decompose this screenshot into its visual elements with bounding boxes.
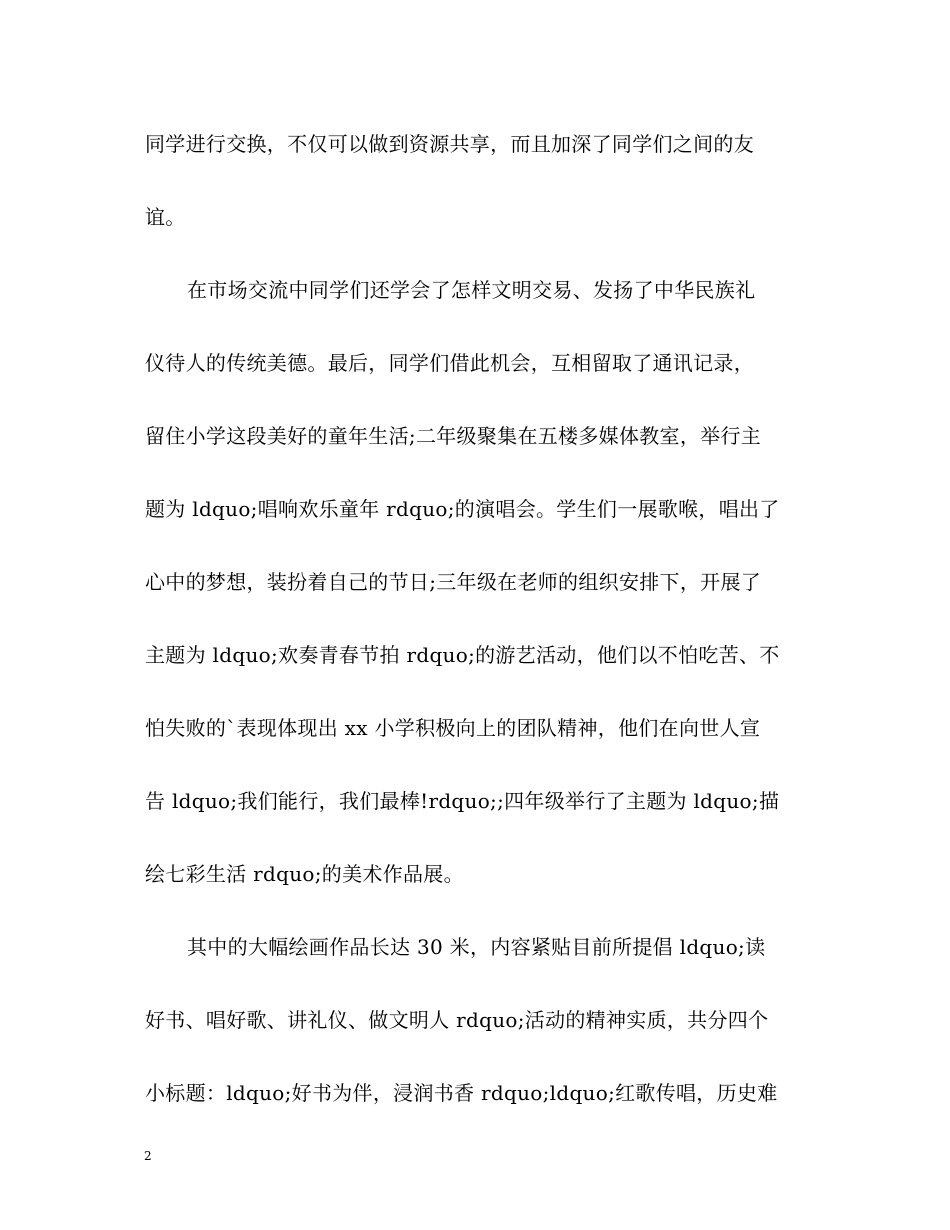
text-line-6: 题为 ldquo;唱响欢乐童年 rdquo;的演唱会。学生们一展歌喉，唱出了 — [145, 497, 780, 521]
text-line-5: 留住小学这段美好的童年生活;二年级聚集在五楼多媒体教室，举行主 — [145, 424, 762, 448]
text-line-11: 绘七彩生活 rdquo;的美术作品展。 — [145, 862, 464, 886]
text-line-13: 好书、唱好歌、讲礼仪、做文明人 rdquo;活动的精神实质，共分四个 — [145, 1008, 769, 1032]
text-line-8: 主题为 ldquo;欢奏青春节拍 rdquo;的游艺活动，他们以不怕吃苦、不 — [145, 643, 780, 667]
text-line-1: 同学进行交换，不仅可以做到资源共享，而且加深了同学们之间的友 — [145, 132, 754, 156]
text-line-7: 心中的梦想，装扮着自己的节日;三年级在老师的组织安排下，开展了 — [145, 570, 762, 594]
text-line-10: 告 ldquo;我们能行，我们最棒!rdquo;;四年级举行了主题为 ldquo;描 — [145, 789, 780, 813]
page-number: 2 — [144, 1149, 152, 1163]
text-line-12: 其中的大幅绘画作品长达 30 米，内容紧贴目前所提倡 ldquo;读 — [187, 935, 766, 959]
text-line-14: 小标题：ldquo;好书为伴，浸润书香 rdquo;ldquo;红歌传唱，历史难 — [145, 1081, 778, 1105]
text-line-9: 怕失败的`表现体现出 xx 小学积极向上的团队精神，他们在向世人宣 — [145, 716, 761, 740]
text-line-4: 仪待人的传统美德。最后，同学们借此机会，互相留取了通讯记录， — [145, 351, 754, 375]
text-line-3: 在市场交流中同学们还学会了怎样文明交易、发扬了中华民族礼 — [187, 278, 756, 302]
text-line-2: 谊。 — [145, 205, 186, 229]
